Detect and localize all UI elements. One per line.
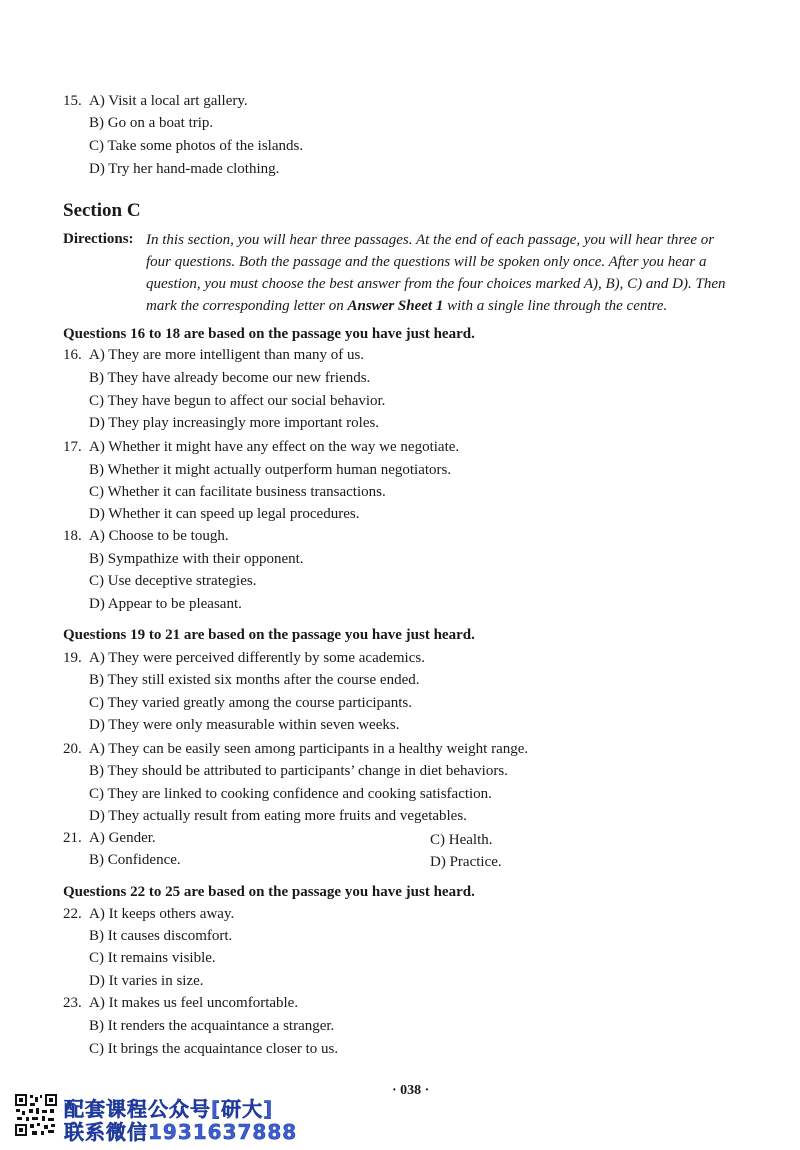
q20-option-c: C) They are linked to cooking confidence and cooking satisfaction. — [89, 786, 492, 802]
q22-number: 22. — [63, 906, 82, 922]
directions-label: Directions: — [63, 231, 134, 247]
q18-option-b: B) Sympathize with their opponent. — [89, 551, 304, 567]
q20-option-b: B) They should be attributed to participants’ change in diet behaviors. — [89, 763, 508, 779]
q23-option-a: 23. A) It makes us feel uncomfortable. — [63, 995, 299, 1011]
q16-option-c: C) They have begun to affect our social behavior. — [89, 393, 386, 409]
q22-option-d: D) It varies in size. — [89, 973, 204, 989]
q17-option-d: D) Whether it can speed up legal procedures. — [89, 506, 360, 522]
q17-option-a: 17. A) Whether it might have any effect on the way we negotiate. — [63, 439, 460, 455]
q23-option-b: B) It renders the acquaintance a stranger. — [89, 1018, 335, 1034]
q23-number: 23. — [63, 995, 82, 1011]
q18-option-c: C) Use deceptive strategies. — [89, 573, 257, 589]
q20-option-a: 20. A) They can be easily seen among participants in a healthy weight range. — [63, 741, 529, 757]
q22-option-b: B) It causes discomfort. — [89, 928, 233, 944]
directions-line-1: In this section, you will hear three passages. At the end of each passage, you will hear three or — [146, 232, 715, 248]
watermark-line-2: 联系微信1931637888 — [64, 1120, 298, 1144]
directions-line-4: mark the corresponding letter on Answer Sheet 1 with a single line through the centre. — [146, 298, 668, 314]
group3-header: Questions 22 to 25 are based on the passage you have just heard. — [63, 884, 475, 900]
q21-option-b: B) Confidence. — [89, 852, 181, 868]
q21-option-c: C) Health. — [430, 832, 493, 848]
q18-option-d: D) Appear to be pleasant. — [89, 596, 242, 612]
q17-option-b: B) Whether it might actually outperform human negotiators. — [89, 462, 452, 478]
q15-number: 15. — [63, 93, 82, 109]
q18-option-a: 18. A) Choose to be tough. — [63, 528, 229, 544]
directions-line-2: four questions. Both the passage and the questions will be spoken only once. After you hear a — [146, 254, 707, 270]
group2-header: Questions 19 to 21 are based on the passage you have just heard. — [63, 627, 475, 643]
q22-option-a: 22. A) It keeps others away. — [63, 906, 235, 922]
q20-option-d: D) They actually result from eating more fruits and vegetables. — [89, 808, 467, 824]
q17-option-c: C) Whether it can facilitate business transactions. — [89, 484, 386, 500]
q15-option-b: B) Go on a boat trip. — [89, 115, 214, 131]
q23-option-c: C) It brings the acquaintance closer to us. — [89, 1041, 339, 1057]
q15-option-c: C) Take some photos of the islands. — [89, 138, 304, 154]
q15-option-a: 15. A) Visit a local art gallery. — [63, 93, 248, 109]
qr-code-icon — [14, 1093, 58, 1137]
q16-option-d: D) They play increasingly more important roles. — [89, 415, 380, 431]
q15-option-d: D) Try her hand-made clothing. — [89, 161, 280, 177]
q22-option-c: C) It remains visible. — [89, 950, 216, 966]
answer-sheet-label: Answer Sheet 1 — [347, 298, 444, 314]
q19-option-a: 19. A) They were perceived differently by some academics. — [63, 650, 425, 666]
q16-number: 16. — [63, 347, 82, 363]
q19-option-c: C) They varied greatly among the course participants. — [89, 695, 412, 711]
q21-option-a: 21. A) Gender. — [63, 830, 156, 846]
section-title: Section C — [63, 200, 141, 221]
q21-number: 21. — [63, 830, 82, 846]
q21-option-d: D) Practice. — [430, 854, 502, 870]
q20-number: 20. — [63, 741, 82, 757]
q19-option-d: D) They were only measurable within seven weeks. — [89, 717, 400, 733]
watermark — [14, 1093, 314, 1144]
directions-line-3: question, you must choose the best answer from the four choices marked A), B), C) and D). Then — [146, 276, 726, 292]
q16-option-a: 16. A) They are more intelligent than many of us. — [63, 347, 365, 363]
q18-number: 18. — [63, 528, 82, 544]
watermark-line-1: 配套课程公众号[研大] — [64, 1097, 274, 1121]
group1-header: Questions 16 to 18 are based on the passage you have just heard. — [63, 326, 475, 342]
q17-number: 17. — [63, 439, 82, 455]
page-number: · 038 · — [392, 1083, 430, 1098]
q19-option-b: B) They still existed six months after the course ended. — [89, 672, 420, 688]
q19-number: 19. — [63, 650, 82, 666]
q16-option-b: B) They have already become our new friends. — [89, 370, 371, 386]
